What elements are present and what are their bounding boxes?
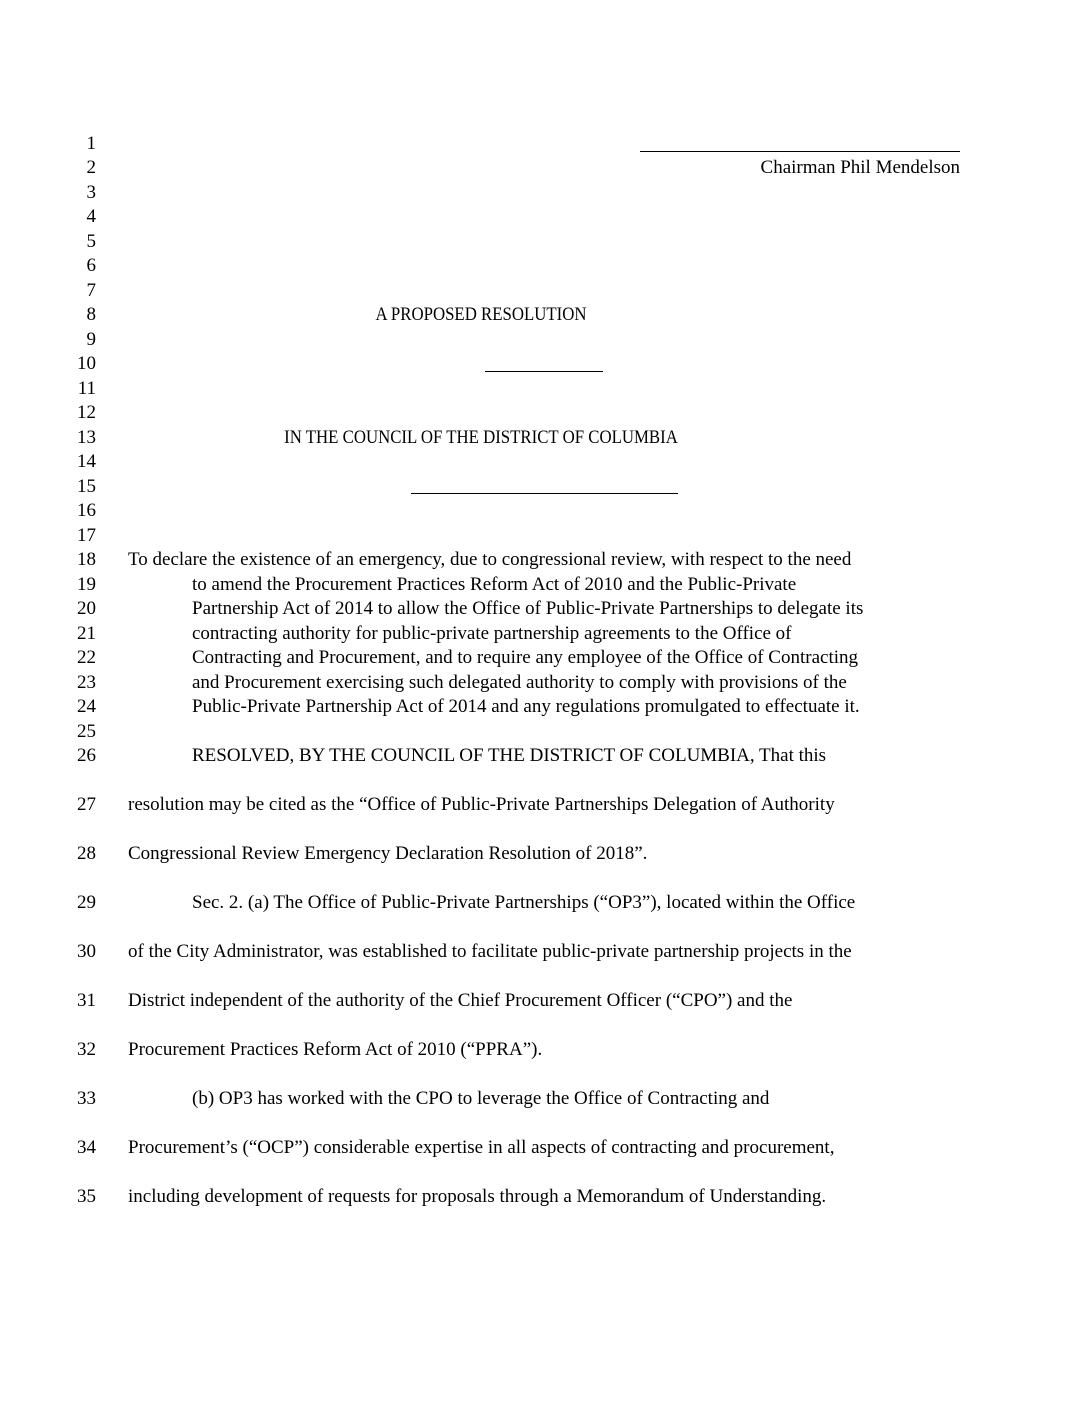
line-number: 31 — [77, 990, 96, 1011]
line-number: 33 — [77, 1088, 96, 1109]
long-title-line: To declare the existence of an emergency, due to congressional review, with respect to the need — [128, 549, 852, 570]
line-number: 8 — [86, 304, 96, 325]
body-line: Sec. 2. (a) The Office of Public-Private Partnerships (“OP3”), located within the Office — [192, 892, 856, 913]
body-line: resolution may be cited as the “Office of Public-Private Partnerships Delegation of Authority — [128, 794, 835, 815]
council-heading: IN THE COUNCIL OF THE DISTRICT OF COLUMBIA — [284, 427, 678, 448]
long-title-line: Contracting and Procurement, and to require any employee of the Office of Contracting — [192, 647, 859, 668]
line-number: 3 — [86, 182, 96, 203]
body-line: Procurement Practices Reform Act of 2010 (“PPRA”). — [128, 1039, 543, 1060]
line-number: 20 — [77, 598, 96, 619]
line-number: 1 — [86, 133, 96, 154]
line-number: 2 — [86, 157, 96, 178]
line-number: 34 — [77, 1137, 96, 1158]
long-title-line: Public-Private Partnership Act of 2014 and any regulations promulgated to effectuate it. — [192, 696, 860, 717]
long-title-line: to amend the Procurement Practices Reform Act of 2010 and the Public-Private — [192, 574, 797, 595]
line-number: 35 — [77, 1186, 96, 1207]
line-number: 25 — [77, 721, 96, 742]
signature-name: Chairman Phil Mendelson — [760, 157, 960, 178]
long-title-line: Partnership Act of 2014 to allow the Office of Public-Private Partnerships to delegate its — [192, 598, 864, 619]
line-number: 4 — [86, 206, 96, 227]
line-number: 9 — [86, 329, 96, 350]
line-number: 30 — [77, 941, 96, 962]
line-number: 11 — [77, 378, 96, 399]
body-line: of the City Administrator, was established to facilitate public-private partnership projects in the — [128, 941, 852, 962]
line-number: 27 — [77, 794, 96, 815]
line-number: 12 — [77, 402, 96, 423]
line-number: 13 — [77, 427, 96, 448]
line-number: 21 — [77, 623, 96, 644]
line-number: 16 — [77, 500, 96, 521]
resolution-title: A PROPOSED RESOLUTION — [375, 304, 587, 325]
line-number: 28 — [77, 843, 96, 864]
signature-line — [640, 151, 960, 152]
line-number: 22 — [77, 647, 96, 668]
line-number: 15 — [77, 476, 96, 497]
line-number: 29 — [77, 892, 96, 913]
body-line: Procurement’s (“OCP”) considerable expertise in all aspects of contracting and procurement, — [128, 1137, 835, 1158]
line-number: 14 — [77, 451, 96, 472]
line-number: 18 — [77, 549, 96, 570]
long-title-line: and Procurement exercising such delegated authority to comply with provisions of the — [192, 672, 847, 693]
line-number: 10 — [77, 353, 96, 374]
line-number: 5 — [86, 231, 96, 252]
line-number: 17 — [77, 525, 96, 546]
body-line: RESOLVED, BY THE COUNCIL OF THE DISTRICT OF COLUMBIA, That this — [192, 745, 827, 766]
line-number: 23 — [77, 672, 96, 693]
line-number: 6 — [86, 255, 96, 276]
body-line: including development of requests for proposals through a Memorandum of Understanding. — [128, 1186, 827, 1207]
body-line: District independent of the authority of the Chief Procurement Officer (“CPO”) and the — [128, 990, 793, 1011]
council-rule — [411, 493, 678, 494]
line-number: 32 — [77, 1039, 96, 1060]
line-number: 7 — [86, 280, 96, 301]
body-line: Congressional Review Emergency Declaration Resolution of 2018”. — [128, 843, 648, 864]
long-title-line: contracting authority for public-private partnership agreements to the Office of — [192, 623, 792, 644]
title-rule — [485, 371, 603, 372]
line-number: 24 — [77, 696, 96, 717]
line-number: 26 — [77, 745, 96, 766]
body-line: (b) OP3 has worked with the CPO to leverage the Office of Contracting and — [192, 1088, 770, 1109]
line-number: 19 — [77, 574, 96, 595]
